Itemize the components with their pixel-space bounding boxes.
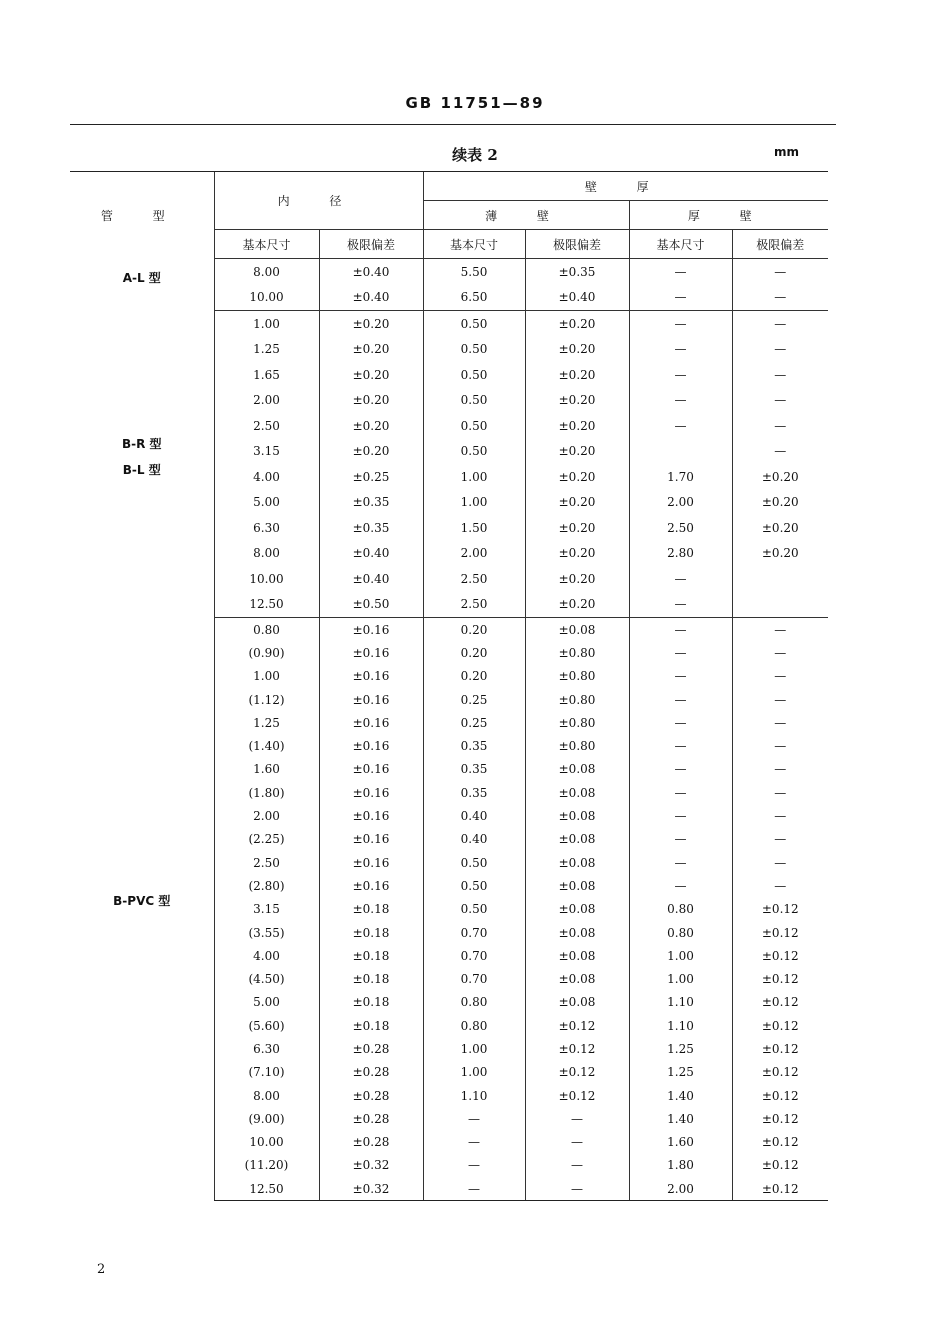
table-cell: 0.50 [423,898,525,921]
table-cell: ±0.08 [525,898,629,921]
table-cell: (5.60) [214,1014,319,1037]
table-cell: — [732,259,828,285]
table-cell: (2.80) [214,874,319,897]
table-cell: 0.50 [423,337,525,363]
table-cell: ±0.20 [525,337,629,363]
table-cell: ±0.18 [319,967,423,990]
table-cell [732,592,828,618]
table-cell: ±0.20 [732,464,828,490]
table-cell: — [629,413,732,439]
table-cell: 1.00 [629,967,732,990]
table-cell: ±0.12 [732,1084,828,1107]
table-cell: 0.50 [423,874,525,897]
table-cell: ±0.20 [525,566,629,592]
header-rule [70,124,836,125]
table-cell: ±0.12 [732,1061,828,1084]
table-cell: 0.70 [423,944,525,967]
header-limit-deviation: 极限偏差 [319,230,423,259]
table-cell: — [423,1131,525,1154]
table-cell: — [629,804,732,827]
table-cell: ±0.20 [319,362,423,388]
table-cell: 1.00 [423,1061,525,1084]
table-cell: 1.65 [214,362,319,388]
table-cell: ±0.20 [525,464,629,490]
table-cell: 0.35 [423,781,525,804]
table-cell: — [732,388,828,414]
header-limit-deviation: 极限偏差 [525,230,629,259]
table-cell: ±0.20 [319,439,423,465]
table-cell: — [629,758,732,781]
table-cell: — [629,337,732,363]
table-cell: 4.00 [214,944,319,967]
table-cell: — [732,618,828,642]
table-cell: ±0.40 [319,285,423,311]
table-cell: ±0.20 [732,515,828,541]
table-cell: ±0.08 [525,967,629,990]
table-cell: 10.00 [214,1131,319,1154]
table-cell: ±0.16 [319,665,423,688]
table-cell: ±0.50 [319,592,423,618]
table-cell: (1.12) [214,688,319,711]
table-cell: — [525,1107,629,1130]
table-cell: — [732,874,828,897]
table-cell: — [525,1131,629,1154]
table-cell: ±0.12 [732,898,828,921]
table-cell: ±0.20 [525,515,629,541]
table-cell: 1.00 [423,1037,525,1060]
table-cell: 2.50 [214,413,319,439]
table-cell: — [629,592,732,618]
table-cell: ±0.25 [319,464,423,490]
table-cell: ±0.16 [319,734,423,757]
table-cell: 5.00 [214,490,319,516]
table-cell: ±0.20 [525,388,629,414]
table-cell: ±0.16 [319,781,423,804]
table-cell: ±0.08 [525,804,629,827]
table-cell: ±0.08 [525,874,629,897]
table-cell: 0.20 [423,618,525,642]
table-cell: — [525,1177,629,1201]
table-cell: ±0.12 [732,1037,828,1060]
table-cell: ±0.32 [319,1154,423,1177]
table-cell: (11.20) [214,1154,319,1177]
table-cell: ±0.12 [732,1154,828,1177]
table-cell: — [629,874,732,897]
table-cell: — [629,641,732,664]
type-cell [70,259,214,311]
table-cell [629,439,732,465]
table-cell: — [629,665,732,688]
table-cell: (3.55) [214,921,319,944]
table-cell: ±0.35 [319,490,423,516]
table-cell: 2.80 [629,541,732,567]
table-cell: ±0.08 [525,758,629,781]
table-cell: — [629,781,732,804]
table-cell: ±0.08 [525,991,629,1014]
table-cell: 0.40 [423,828,525,851]
table-cell: — [629,618,732,642]
table-cell: ±0.80 [525,734,629,757]
header-wall-thickness: 壁 厚 [423,172,828,201]
type-label: A-L 型 [122,270,161,285]
table-cell: ±0.16 [319,851,423,874]
table-cell: 1.00 [423,490,525,516]
table-cell: ±0.18 [319,944,423,967]
table-group [70,618,828,1201]
table-cell: 2.00 [214,804,319,827]
table-cell: 0.35 [423,734,525,757]
table-cell: 1.40 [629,1107,732,1130]
table-cell: 2.00 [423,541,525,567]
table-cell: — [732,665,828,688]
table-cell: 2.50 [423,566,525,592]
table-cell: ±0.32 [319,1177,423,1201]
table-row [70,618,828,642]
standard-code: GB 11751—89 [405,94,545,112]
table-cell [732,566,828,592]
table-cell: — [732,688,828,711]
table-cell: — [732,439,828,465]
table-cell: 1.25 [214,337,319,363]
table-cell: (2.25) [214,828,319,851]
table-cell: 0.50 [423,413,525,439]
table-cell: 6.50 [423,285,525,311]
table-row [70,311,828,337]
table-cell: — [423,1154,525,1177]
table-cell: 0.50 [423,362,525,388]
table-cell: ±0.20 [732,490,828,516]
type-cell [70,618,214,1201]
table-cell: 2.50 [423,592,525,618]
table-cell: ±0.20 [319,413,423,439]
table-cell: 1.40 [629,1084,732,1107]
page-number: 2 [97,1262,106,1277]
table-cell: — [732,851,828,874]
table-cell: 10.00 [214,285,319,311]
table-cell: ±0.20 [319,388,423,414]
table-cell: ±0.16 [319,804,423,827]
table-cell: ±0.16 [319,874,423,897]
table-cell: 1.10 [629,1014,732,1037]
table-cell: ±0.16 [319,618,423,642]
table-cell: — [732,734,828,757]
table-cell: 3.15 [214,898,319,921]
table-cell: 8.00 [214,259,319,285]
table-cell: ±0.12 [732,1014,828,1037]
table-cell: 0.50 [423,388,525,414]
table-cell: 2.50 [214,851,319,874]
table-cell: 6.30 [214,1037,319,1060]
table-cell: — [629,734,732,757]
table-cell: 5.00 [214,991,319,1014]
table-cell: ±0.20 [732,541,828,567]
table-cell: ±0.20 [525,541,629,567]
table-cell: ±0.08 [525,944,629,967]
table-cell: — [629,311,732,337]
table-cell: — [732,711,828,734]
table-cell: 1.25 [629,1061,732,1084]
table-cell: ±0.12 [732,991,828,1014]
table-cell: 0.40 [423,804,525,827]
table-cell: — [423,1177,525,1201]
table-cell: ±0.12 [732,921,828,944]
table-cell: — [629,362,732,388]
table-cell: — [629,285,732,311]
table-cell: 2.00 [629,1177,732,1201]
table-cell: — [732,285,828,311]
table-cell: (4.50) [214,967,319,990]
table-cell: — [732,804,828,827]
table-cell: 2.50 [629,515,732,541]
table-cell: 1.60 [214,758,319,781]
table-cell: ±0.20 [319,311,423,337]
table-cell: ±0.08 [525,851,629,874]
table-cell: 0.70 [423,967,525,990]
table-cell: — [732,828,828,851]
table-cell: 0.20 [423,665,525,688]
table-cell: ±0.12 [525,1037,629,1060]
table-cell: ±0.28 [319,1084,423,1107]
table-cell: 1.25 [629,1037,732,1060]
dimension-table [70,171,828,1201]
table-cell: 0.50 [423,439,525,465]
table-cell: — [525,1154,629,1177]
type-cell [70,311,214,618]
table-cell: ±0.80 [525,688,629,711]
table-cell: ±0.16 [319,688,423,711]
table-cell: 1.00 [629,944,732,967]
table-cell: 1.50 [423,515,525,541]
table-cell: ±0.20 [525,592,629,618]
table-cell: — [629,828,732,851]
table-cell: ±0.28 [319,1061,423,1084]
table-cell: ±0.40 [319,566,423,592]
table-cell: 0.70 [423,921,525,944]
table-cell: 0.50 [423,311,525,337]
table-cell: 12.50 [214,1177,319,1201]
table-cell: 1.80 [629,1154,732,1177]
table-cell: ±0.18 [319,1014,423,1037]
table-cell: — [732,311,828,337]
table-cell: — [732,641,828,664]
table-cell: ±0.35 [525,259,629,285]
table-cell: ±0.16 [319,758,423,781]
table-cell: — [732,362,828,388]
table-cell: ±0.20 [525,490,629,516]
table-cell: 0.35 [423,758,525,781]
type-label: B-PVC 型 [113,893,171,908]
table-cell: (1.80) [214,781,319,804]
table-row [70,259,828,285]
table-cell: 0.80 [423,991,525,1014]
table-cell: — [732,781,828,804]
type-label: B-R 型 B-L 型 [121,436,162,477]
table-cell: ±0.35 [319,515,423,541]
table-cell: (9.00) [214,1107,319,1130]
table-cell: 5.50 [423,259,525,285]
table-cell: 6.30 [214,515,319,541]
table-cell: 8.00 [214,1084,319,1107]
table-cell: ±0.08 [525,828,629,851]
table-cell: ±0.18 [319,898,423,921]
header-type: 管 型 [70,172,214,259]
table-cell: 1.10 [423,1084,525,1107]
table-cell: — [629,688,732,711]
header-limit-deviation: 极限偏差 [732,230,828,259]
table-cell: ±0.80 [525,665,629,688]
table-cell: (7.10) [214,1061,319,1084]
table-group [70,311,828,618]
header-basic-size: 基本尺寸 [629,230,732,259]
table-cell: ±0.18 [319,991,423,1014]
table-cell: 2.00 [629,490,732,516]
header-basic-size: 基本尺寸 [214,230,319,259]
table-cell: ±0.08 [525,921,629,944]
table-cell: ±0.12 [732,944,828,967]
table-cell: 1.60 [629,1131,732,1154]
table-cell: 0.50 [423,851,525,874]
table-cell: ±0.12 [525,1014,629,1037]
table-cell: — [732,758,828,781]
table-cell: — [629,259,732,285]
unit-label: mm [774,145,800,159]
table-cell: 1.25 [214,711,319,734]
table-cell: ±0.40 [319,541,423,567]
table-cell: ±0.80 [525,641,629,664]
table-cell: — [732,413,828,439]
table-cell: ±0.18 [319,921,423,944]
table-cell: 0.80 [629,921,732,944]
table-cell: 4.00 [214,464,319,490]
table-cell: ±0.12 [732,1107,828,1130]
table-cell: ±0.12 [525,1084,629,1107]
header-basic-size: 基本尺寸 [423,230,525,259]
table-cell: ±0.80 [525,711,629,734]
header-thin-wall: 薄 壁 [423,201,629,230]
table-cell: 1.70 [629,464,732,490]
table-cell: (1.40) [214,734,319,757]
table-group [70,259,828,311]
table-cell: ±0.20 [525,439,629,465]
table-cell: ±0.12 [732,967,828,990]
table-cell: 0.25 [423,688,525,711]
table-cell: ±0.16 [319,828,423,851]
table-cell: ±0.20 [525,413,629,439]
table-cell: 2.00 [214,388,319,414]
table-cell: — [629,711,732,734]
table-cell: — [629,851,732,874]
table-cell: — [423,1107,525,1130]
table-cell: ±0.28 [319,1131,423,1154]
table-cell: ±0.12 [732,1131,828,1154]
table-cell: ±0.28 [319,1107,423,1130]
table-cell: ±0.08 [525,618,629,642]
table-cell: ±0.20 [319,337,423,363]
table-cell: 12.50 [214,592,319,618]
table-cell: 0.80 [423,1014,525,1037]
table-cell: 1.00 [423,464,525,490]
table-cell: ±0.20 [525,311,629,337]
table-cell: ±0.12 [732,1177,828,1201]
table-cell: (0.90) [214,641,319,664]
table-cell: 0.25 [423,711,525,734]
table-cell: ±0.12 [525,1061,629,1084]
table-cell: ±0.16 [319,711,423,734]
table-cell: 1.00 [214,311,319,337]
table-cell: — [732,337,828,363]
table-cell: 10.00 [214,566,319,592]
table-cell: ±0.40 [319,259,423,285]
table-cell: 1.10 [629,991,732,1014]
table-cell: ±0.40 [525,285,629,311]
table-cell: 3.15 [214,439,319,465]
table-cell: ±0.16 [319,641,423,664]
table-cell: 0.80 [629,898,732,921]
table-cell: 0.80 [214,618,319,642]
table-cell: 8.00 [214,541,319,567]
table-cell: — [629,388,732,414]
table-cell: 0.20 [423,641,525,664]
table-cell: ±0.28 [319,1037,423,1060]
header-thick-wall: 厚 壁 [629,201,828,230]
table-cell: ±0.20 [525,362,629,388]
table-caption: 续表 2 [452,146,498,164]
table-cell: — [629,566,732,592]
header-inner-diameter: 内 径 [214,172,423,230]
table-cell: 1.00 [214,665,319,688]
table-cell: ±0.08 [525,781,629,804]
